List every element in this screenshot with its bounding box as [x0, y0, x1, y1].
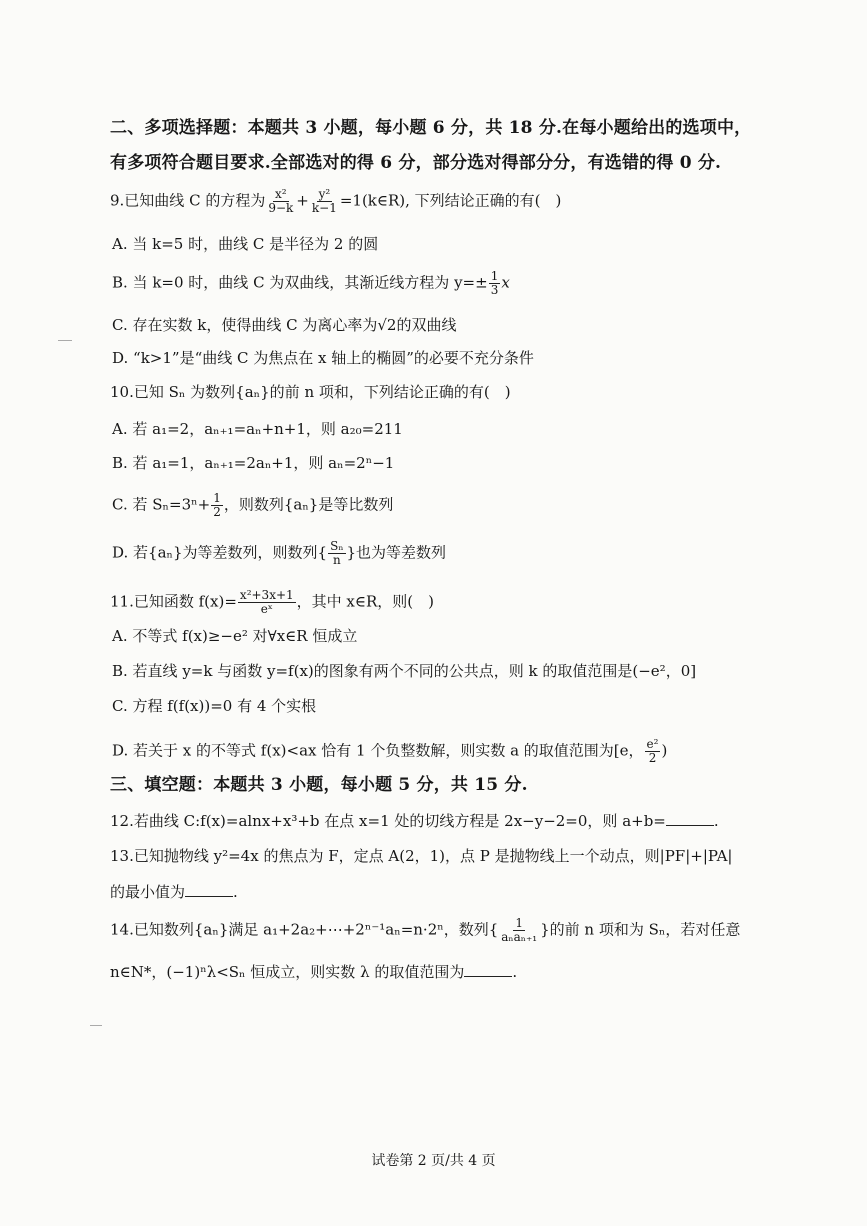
q10-option-c-post: ，则数列{aₙ}是等比数列	[223, 495, 394, 514]
section2-heading-line1: 二、多项选择题：本题共 3 小题，每小题 6 分，共 18 分.在每小题给出的选项中，	[110, 118, 752, 138]
q12-end: .	[713, 812, 719, 830]
q11-option-d-frac	[645, 738, 661, 765]
q9-suffix: =1(k∈R), 下列结论正确的有( )	[339, 191, 562, 210]
q13-line2-text: 的最小值为	[110, 883, 186, 901]
question-14-line1	[110, 917, 740, 944]
q11-frac	[238, 589, 296, 616]
q9-option-b-frac	[489, 270, 501, 297]
q9-option-b-frac-den: 3	[490, 283, 499, 297]
q14-frac-num: 1	[515, 916, 524, 930]
q10-option-a: A. 若 a₁=2，aₙ₊₁=aₙ+n+1，则 a₂₀=211	[112, 420, 403, 438]
q10-option-c-frac-num: 1	[213, 491, 221, 505]
q11-option-d-pre: D. 若关于 x 的不等式 f(x)<ax 恰有 1 个负整数解，则实数 a 的取值范围为[e，	[112, 741, 644, 760]
scan-smudge	[58, 340, 72, 341]
scan-smudge	[90, 1025, 102, 1026]
q14-frac-den: aₙaₙ₊₁	[501, 930, 538, 944]
q9-option-d: D. “k>1”是“曲线 C 为焦点在 x 轴上的椭圆”的必要不充分条件	[112, 349, 534, 367]
q13-answer-blank[interactable]	[185, 882, 233, 897]
q9-option-b	[112, 270, 510, 297]
question-14-line2	[110, 962, 517, 982]
q14-answer-blank[interactable]	[464, 962, 512, 977]
question-11-stem	[110, 589, 434, 616]
q9-option-b-frac-num: 1	[490, 269, 499, 283]
question-9-stem: 9.已知曲线 C 的方程为 $\frac{\text{x²}}{9-k}$ + $\frac{\text{y²}}{k-1}$ =1(k∈R), 下列结论正确的有( )	[110, 187, 562, 215]
question-13-line2	[110, 882, 238, 902]
q11-frac-num: x²+3x+1	[239, 588, 294, 602]
question-12	[110, 811, 719, 831]
q13-end: .	[233, 883, 238, 901]
q9-frac-a-den: 9−k	[268, 201, 294, 215]
q9-prefix: 9.已知曲线 C 的方程为	[110, 191, 266, 210]
q9-option-b-text: B. 当 k=0 时，曲线 C 为双曲线，其渐近线方程为 y=±	[112, 273, 488, 292]
q9-frac-a-num: x²	[275, 187, 287, 201]
q9-frac-a	[266, 188, 295, 215]
q9-frac-b-den: k−1	[311, 201, 337, 215]
q9-frac-b	[310, 188, 339, 215]
question-13-line1: 13.已知抛物线 y²=4x 的焦点为 F，定点 A(2，1)，点 P 是抛物线上一个动点，则|PF|+|PA|	[110, 847, 733, 865]
q14-line1-pre: 14.已知数列{aₙ}满足 a₁+2a₂+⋯+2ⁿ⁻¹aₙ=n·2ⁿ，数列{	[110, 920, 499, 939]
q11-option-a: A. 不等式 f(x)≥−e² 对∀x∈R 恒成立	[112, 627, 358, 645]
q9-frac-b-num: y²	[318, 187, 331, 201]
q14-line2-text: n∈N*，(−1)ⁿλ<Sₙ 恒成立，则实数 λ 的取值范围为	[110, 963, 465, 981]
q11-prefix: 11.已知函数 f(x)=	[110, 592, 237, 611]
q12-answer-blank[interactable]	[666, 811, 714, 826]
section3-heading: 三、填空题：本题共 3 小题，每小题 5 分，共 15 分.	[110, 775, 528, 795]
q11-suffix: ，其中 x∈R，则( )	[296, 592, 434, 611]
q10-option-c-frac	[211, 492, 223, 519]
q9-option-a: A. 当 k=5 时，曲线 C 是半径为 2 的圆	[112, 235, 379, 253]
q10-option-c	[112, 492, 393, 519]
q10-option-d-pre: D. 若{aₙ}为等差数列，则数列{	[112, 543, 328, 562]
section2-heading-line2: 有多项符合题目要求.全部选对的得 6 分，部分选对得部分分，有选错的得 0 分.	[110, 153, 722, 173]
q10-option-b: B. 若 a₁=1，aₙ₊₁=2aₙ+1，则 aₙ=2ⁿ−1	[112, 454, 395, 472]
question-10-stem: 10.已知 Sₙ 为数列{aₙ}的前 n 项和，下列结论正确的有( )	[110, 383, 511, 401]
q14-end: .	[512, 963, 518, 981]
q11-frac-den: eˣ	[260, 602, 273, 616]
q11-option-d	[112, 738, 667, 765]
q11-option-d-frac-num: e²	[646, 737, 659, 751]
q10-option-d-post: }也为等差数列	[346, 543, 447, 562]
q10-option-d	[112, 540, 446, 567]
q9-option-c: C. 存在实数 k，使得曲线 C 为离心率为√2的双曲线	[112, 316, 457, 334]
q14-line1-post: }的前 n 项和为 Sₙ，若对任意	[540, 920, 741, 939]
q11-option-d-frac-den: 2	[648, 751, 657, 765]
q10-option-d-frac	[328, 540, 345, 567]
q11-option-b: B. 若直线 y=k 与函数 y=f(x)的图象有两个不同的公共点，则 k 的取值范围是(−e²，0]	[112, 662, 697, 680]
q10-option-d-frac-den: n	[332, 553, 341, 567]
q11-option-d-post: )	[661, 741, 668, 760]
q11-option-c: C. 方程 f(f(x))=0 有 4 个实根	[112, 697, 317, 715]
q10-option-c-pre: C. 若 Sₙ=3ⁿ+	[112, 495, 211, 514]
q9-option-b-tail: x	[501, 273, 510, 292]
q14-frac	[499, 917, 539, 944]
q10-option-d-frac-num: Sₙ	[330, 539, 344, 553]
page-footer: 试卷第 2 页/共 4 页	[371, 1153, 496, 1169]
q10-option-c-frac-den: 2	[213, 505, 221, 519]
q12-text: 12.若曲线 C:f(x)=alnx+x³+b 在点 x=1 处的切线方程是 2x−y−2=0，则 a+b=	[110, 812, 666, 830]
